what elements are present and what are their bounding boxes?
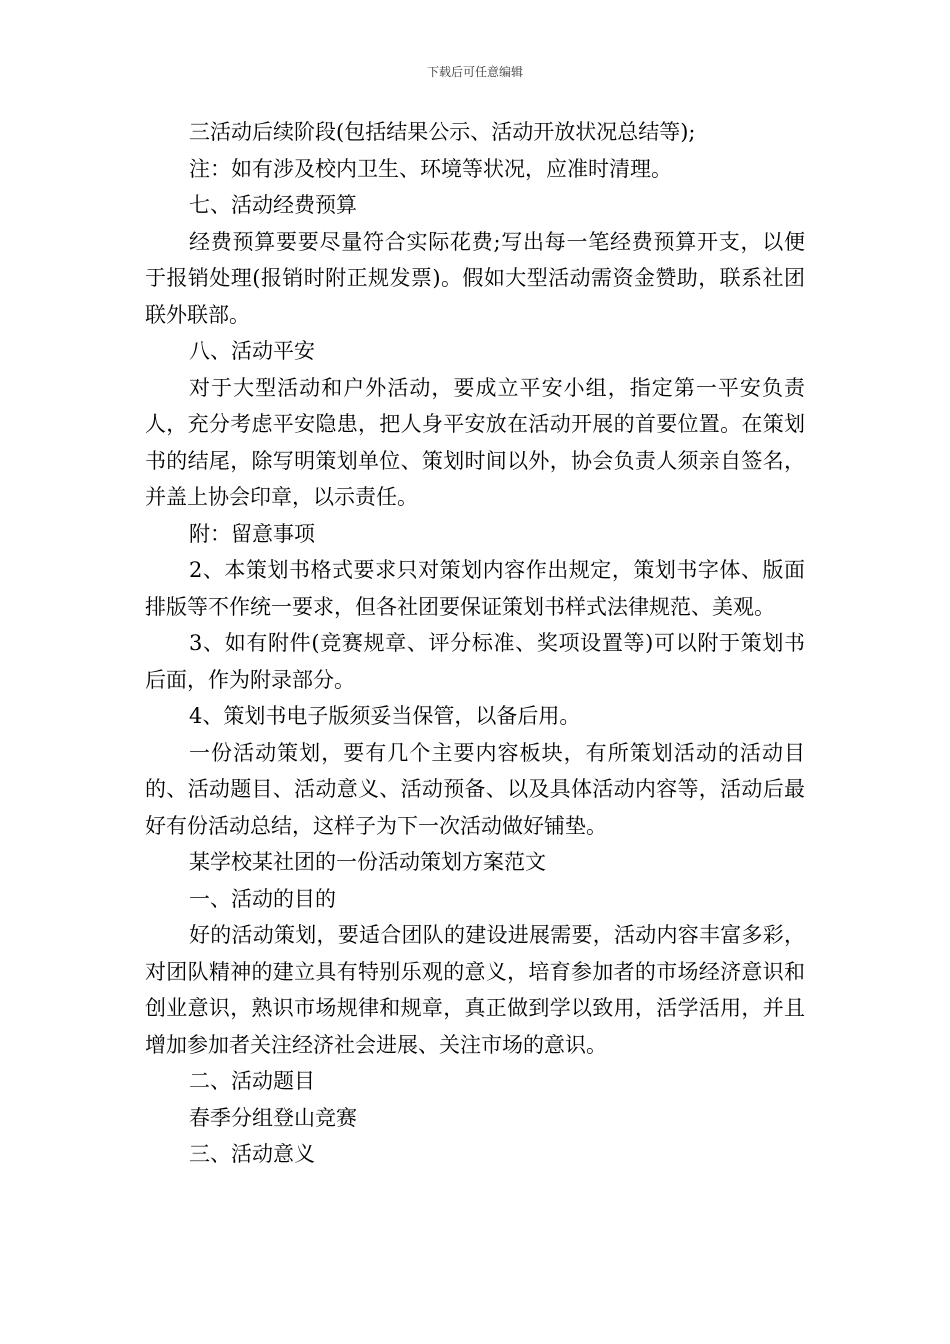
paragraph: 好的活动策划，要适合团队的建设进展需要，活动内容丰富多彩，对团队精神的建立具有特别乐观的意义，培育参加者的市场经济意识和创业意识，熟识市场规律和规章，真正做到学以致用，活学活用，并且增加参加者关注经济社会进展、关注市场的意识。 (145, 923, 805, 1057)
paragraph: 一份活动策划，要有几个主要内容板块，有所策划活动的活动目的、活动题目、活动意义、活动预备、以及具体活动内容等，活动后最好有份活动总结，这样子为下一次活动做好铺垫。 (145, 740, 805, 838)
section-heading: 一、活动的目的 (189, 886, 336, 911)
paragraph: 三活动后续阶段(包括结果公示、活动开放状况总结等); (189, 120, 696, 144)
section-heading: 八、活动平安 (189, 339, 315, 363)
paragraph: 注：如有涉及校内卫生、环境等状况，应准时清理。 (189, 156, 672, 181)
page-header: 下载后可任意编辑 (426, 65, 523, 79)
section-heading: 二、活动题目 (189, 1069, 315, 1093)
section-heading: 三、活动意义 (189, 1142, 315, 1166)
paragraph: 经费预算要要尽量符合实际花费;写出每一笔经费预算开支，以便于报销处理(报销时附正规发票)。假如大型活动需资金赞助，联系社团联外联部。 (145, 229, 805, 327)
paragraph: 春季分组登山竞赛 (189, 1105, 357, 1130)
section-heading: 某学校某社团的一份活动策划方案范文 (189, 850, 546, 874)
section-heading: 附：留意事项 (189, 521, 315, 546)
list-item: 4、策划书电子版须妥当保管，以备后用。 (189, 704, 581, 728)
section-heading: 七、活动经费预算 (189, 193, 357, 217)
document-body (145, 114, 805, 1173)
list-item: 2、本策划书格式要求只对策划内容作出规定，策划书字体、版面排版等不作统一要求，但各社团要保证策划书样式法律规范、美观。 (145, 558, 805, 619)
paragraph: 对于大型活动和户外活动，要成立平安小组，指定第一平安负责人，充分考虑平安隐患，把人身平安放在活动开展的首要位置。在策划书的结尾，除写明策划单位、策划时间以外，协会负责人须亲自签名，并盖上协会印章，以示责任。 (145, 375, 805, 509)
list-item: 3、如有附件(竞赛规章、评分标准、奖项设置等)可以附于策划书后面，作为附录部分。 (145, 631, 805, 692)
